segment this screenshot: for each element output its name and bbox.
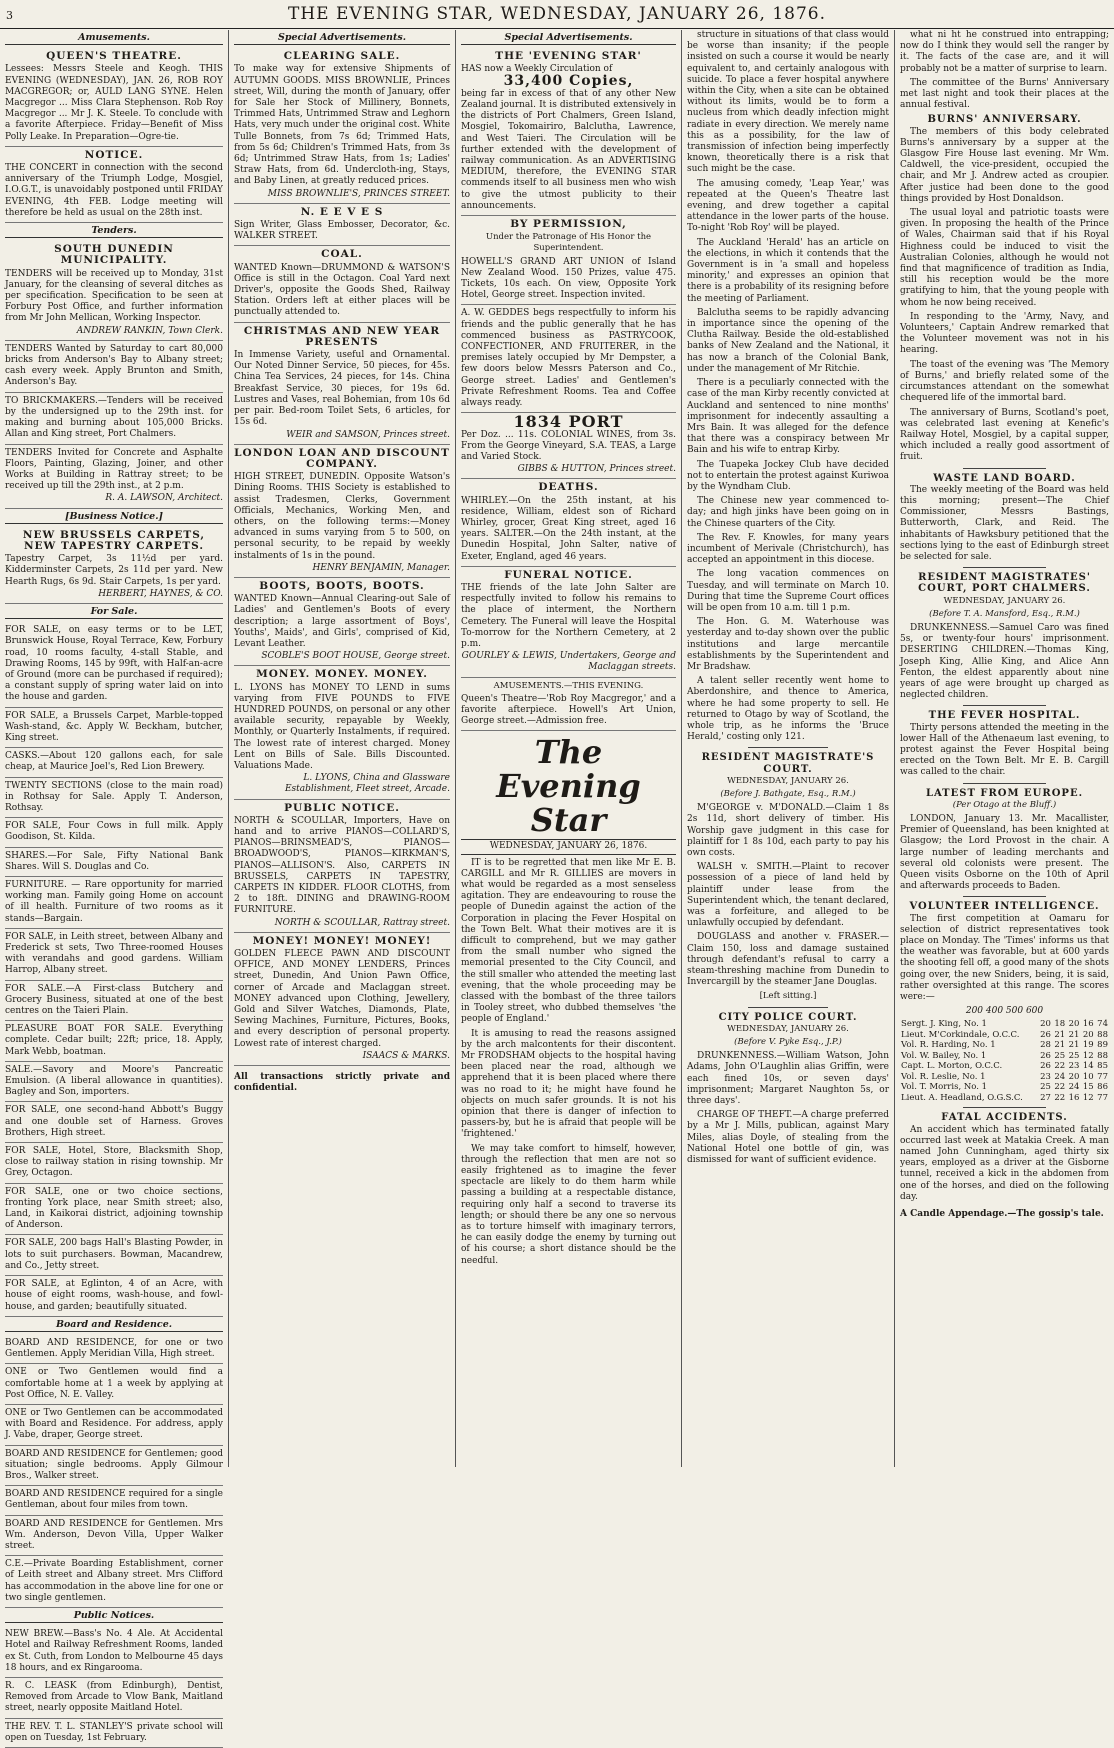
special-ad [234,578,450,666]
board-ad [5,1364,223,1405]
special-ads-list [234,48,450,1066]
page-number: 3 [6,9,13,22]
left-sitting: [Left sitting.] [759,991,817,1002]
column-footer: A Candle Appendage.—The gossip's tale. [900,1209,1104,1220]
leader-paragraph: We may take comfort to himself, however, through the reflection that men are not so easily frightened as to imagine the fever spectacle are likely to do them harm while passing a building at a respectable distance, requiring only half a second to traverse its length; or should there be any one so nervous as to torture himself with imaginary terrors, he can easily dodge the enemy by turning out of his course; a short distance should be the needful. [461,1143,676,1266]
score-row [900,1030,1109,1041]
ad-subheading: Under the Patronage of His Honor the Superintendent. [485,232,652,254]
score-row [900,1019,1109,1030]
burns-heading: BURNS' ANNIVERSARY. [927,114,1082,126]
ad-body: BOARD AND RESIDENCE, for one or two Gentlemen. Apply Meridian Villa, High street. [5,1337,223,1360]
ad-art-union [461,216,676,305]
ad-heading: LONDON LOAN AND DISCOUNT COMPANY. [234,446,450,470]
sale-ad [5,1184,223,1236]
section-board-residence: Board and Residence. [5,1319,223,1332]
score-cell-name: Capt. L. Morton, O.C.C. [901,1061,1003,1072]
column-4 [681,30,894,1467]
funeral-body: THE friends of the late John Salter are respectfully invited to follow his remains to the place of interment, the Northern Cemetery. The Funeral will leave the Hospital To-morrow for the Northern Cemetery, at 2 p.m. [461,582,676,649]
accidents-heading: FATAL ACCIDENTS. [941,1112,1068,1124]
score-row [900,1061,1109,1072]
ad-notice-concert [5,147,223,223]
divider [963,1107,1047,1108]
section-amusements: Amusements. [5,32,223,45]
score-cell-a: 26 [1040,1050,1051,1061]
score-row [900,1040,1109,1051]
ad-body: FOR SALE, one second-hand Abbott's Buggy and one double set of Harness. Groves Brothers, High street. [5,1105,223,1138]
score-cell-t: 89 [1097,1040,1108,1051]
score-cell-c: 20 [1068,1019,1080,1030]
score-cell-c: 24 [1068,1082,1080,1093]
special-ad [234,323,450,445]
ad-body: HOWELL'S GRAND ART UNION of Island New Zealand Wood. 150 Prizes, value 475. Tickets, 10s each. On view, Opposite York Hotel, George street. Inspection invited. [461,256,676,301]
columns [0,30,1114,1743]
sale-ad [5,1235,223,1276]
divider [748,747,829,748]
court-case: WALSH v. SMITH.—Plaint to recover possession of a piece of land held by plaintiff under lease from the Superintendent which, the tenant declared, was a forfeiture, and alleged to be unlawfully occupied by defendant. [687,862,889,929]
ad-heading: COAL. [321,248,363,261]
ad-heading: QUEEN'S THEATRE. [46,50,182,63]
police-heading: CITY POLICE COURT. [718,1011,858,1023]
ad-body: being far in excess of that of any other New Zealand journal. It is distributed extensively in the districts of Port Chalmers, Green Island, Mosgiel, Tokomairiro, Balclutha, Lawrence, and West Taieri. The Circulation will be further extended with the development of railway communication. As an ADVERTISING MEDIUM, therefore, the EVENING STAR commends itself to all business men who wish to give the utmost publicity to their announcements. [461,88,676,211]
amusements-heading: AMUSEMENTS.—THIS EVENING. [493,680,644,691]
column-3 [455,30,681,1467]
masthead-title: THE EVENING STAR, WEDNESDAY, JANUARY 26, 1876. [287,4,827,24]
ad-heading: CLEARING SALE. [283,50,401,63]
score-cell-d: 15 [1082,1082,1094,1093]
news-paragraph: The Chinese new year commenced to-day; and high jinks have been going on in the Chinese quarters of the City. [687,496,889,529]
special-ad [234,666,450,799]
burns-paragraph: The usual loyal and patriotic toasts were given. In proposing the health of the Prince of Wales, Chairman said that if his Royal Highness could be induced to visit the Australian Colonies, although he would not find that magnificence of tradition as India, still his reception would be the more gratifying to him, that the young people with whom he now being received. [900,208,1109,308]
special-ad [234,445,450,578]
sale-ad [5,748,223,777]
score-cell-t: 77 [1097,1092,1108,1103]
ad-body: L. LYONS has MONEY TO LEND in sums varying from FIVE POUNDS to FIVE HUNDRED POUNDS, on personal or any other available security, repayable by Weekly, Monthly, or Quarterly Instalments, if required. The lowest rate of interest charged. Money Lent on Bills of Sale. Bills Discounted. Valuations Made. [234,682,450,771]
divider [963,896,1047,897]
score-cell-t: 86 [1097,1082,1108,1093]
ad-signature: GIBBS & HUTTON, Princes street. [517,464,676,475]
court-bench: (Before J. Bathgate, Esq., R.M.) [720,789,856,799]
ad-body: FOR SALE.—A First-class Butchery and Grocery Business, situated at one of the best centres on the Taieri Plain. [5,983,223,1017]
special-ad [234,933,450,1066]
ad-body: FOR SALE, at Eglinton, 4 of an Acre, with house of eight rooms, wash-house, and fowl-house, and garden; beautifully situated. [5,1279,223,1312]
sale-ad [5,929,223,981]
ad-body: TENDERS Invited for Concrete and Asphalte Floors, Painting, Glazing, Joiner, and other Works at Building in Rattray street; to be received up till the 29th inst., at 2 p.m. [5,447,223,492]
score-cell-d: 12 [1082,1092,1094,1103]
volunteer-heading: VOLUNTEER INTELLIGENCE. [909,901,1100,913]
court-date: WEDNESDAY, JANUARY 26. [727,775,849,786]
public-notice [5,1719,223,1748]
score-cell-b: 22 [1054,1082,1066,1093]
public-notice [5,1678,223,1719]
board-ad [5,1486,223,1515]
divider [963,783,1047,784]
ad-body: WANTED Known—DRUMMOND & WATSON'S Office is still in the Octagon. Coal Yard next Driver's, opposite the Goods Shed, Railway Station. Orders left at either places will be punctually attended to. [234,262,450,318]
sale-ad [5,1102,223,1143]
port-chalmers-court-date: WEDNESDAY, JANUARY 26. [943,595,1066,606]
ad-heading: N. E E V E S [300,205,384,218]
news-paragraph: structure in situations of that class would be worse than insanity; if the people insisted on such a course it would be nearly equivalent to, and certainly analogous with suicide. To place a fever hospital anywhere within the City, when a site can be obtained without its limits, would be to form a nucleus from which deadly infection might radiate in every direction. We merely name this as a possibility, for the law of transmission of infection being imperfectly known, theoretically there is a risk that such might be the case. [687,30,889,175]
ad-tender [5,341,223,393]
sale-ad [5,981,223,1022]
score-cell-d: 14 [1082,1061,1094,1072]
score-cell-d: 19 [1082,1040,1094,1051]
news-paragraph: what ni ht he construed into entrapping; now do I think they would sell the ranger by it. The facts of the case are, and it will probably not be a matter of surprise to learn. [900,30,1109,74]
ad-body: FOR SALE, Four Cows in full milk. Apply Goodison, St. Kilda. [5,821,223,843]
ad-body: TO BRICKMAKERS.—Tenders will be received by the undersigned up to the 29th inst. for making and burning about 105,000 Bricks. Allan and King street, Port Chalmers. [5,395,223,440]
ad-heading: CHRISTMAS AND NEW YEAR PRESENTS [243,324,441,348]
ad-body: THE REV. T. L. STANLEY'S private school will open on Tuesday, 1st February. [5,1721,223,1743]
ad-body: A. W. GEDDES begs respectfully to inform his friends and the public generally that he has commenced business as PASTRYCOOK, CONFECTIONER, AND FRUITERER, in the premises lately occupied by Mr Dempster, a few doors below Messrs Paterson and Co., George street. Ladies' and Gentlemen's Private Refreshment Rooms. Tea and Coffee always ready. [461,308,676,409]
score-cell-d: 10 [1082,1071,1094,1082]
ad-heading: BOOTS, BOOTS, BOOTS. [259,579,425,592]
ad-body: TWENTY SECTIONS (close to the main road) in Rothsay for Sale. Apply T. Anderson, Rothsay. [5,780,223,813]
section-special-ads: Special Advertisements. [461,32,676,45]
funeral-signature: GOURLEY & LEWIS, Undertakers, George and Maclaggan streets. [461,651,676,673]
score-cell-name: Vol. R. Harding, No. 1 [901,1040,996,1051]
score-cell-b: 21 [1054,1029,1066,1040]
ad-queens-theatre [5,48,223,147]
score-cell-a: 23 [1040,1071,1051,1082]
dateline: WEDNESDAY, JANUARY 26, 1876. [461,839,676,854]
score-cell-t: 74 [1097,1019,1108,1030]
score-cell-a: 28 [1040,1040,1051,1051]
leader-paragraph: It is amusing to read the reasons assigned by the arch malcontents for their discontent. Mr FRODSHAM objects to the hospital having been placed near the road, although we apprehend that it is been placed where there was no road to it; he might have found he objects on much safer grounds. It is not his opinion that there is danger of infection to passers-by, but he is afraid that people will be 'frightened.' [461,1028,676,1140]
score-cell-name: Vol. W. Bailey, No. 1 [901,1050,987,1061]
sale-ad [5,848,223,877]
special-ad [234,246,450,322]
section-special-ads: Special Advertisements. [234,32,450,45]
ad-lead: HAS now a Weekly Circulation of [461,64,613,75]
ad-signature: ANDREW RANKIN, Town Clerk. [76,325,223,336]
news-paragraph: Balclutha seems to be rapidly advancing in importance since the opening of the Clutha Railway. Beside the old-established banks of New Zealand and the National, it has now a branch of the Colonial Bank, under the management of Mr Ritchie. [687,307,889,374]
ad-body: To make way for extensive Shipments of AUTUMN GOODS. MISS BROWNLIE, Princes street, Will, during the month of January, offer for Sale her Stock of Millinery, Bonnets, Trimmed Hats, Untrimmed Straw and Leghorn Hats, very much under the original cost. White Tulle Bonnets, from 7s 6d; Trimmed Hats, from 5s 6d; Children's Trimmed Hats, from 3s 6d; Untrimmed Straw Hats, from 1s; Ladies' Straw Hats, from 6d. Undercloth-ing, Stays, and Baby Linen, at greatly reduced prices. [234,64,450,187]
funeral-heading: FUNERAL NOTICE. [504,568,633,581]
court-case: M'GEORGE v. M'DONALD.—Claim 1 8s 2s 11d, short delivery of timber. His Worship gave judgment in this case for plaintiff for 1 8s 10d, each party to pay his own costs. [687,803,889,859]
deaths-body: WHIRLEY.—On the 25th instant, at his residence, William, eldest son of Richard Whirley, grocer, Great King street, aged 16 years. SALTER.—On the 24th instant, at the Dunedin Hospital, John Salter, native of Exeter, England, aged 46 years. [461,495,676,562]
ad-body: C.E.—Private Boarding Establishment, corner of Leith street and Albany street. Mrs Clifford has accommodation in the above line for one or two single gentlemen. [5,1559,223,1603]
sale-ad [5,1062,223,1103]
public-notice [5,1626,223,1678]
sale-ad [5,1276,223,1317]
ad-heading: PUBLIC NOTICE. [284,801,400,814]
accidents-body: An accident which has terminated fatally occurred last week at Matakia Creek. A man named John Cunningham, aged thirty six years, employed as a driver at the Gisborne tunnel, received a kick in the abdomen from one of the horses, and died on the following day. [900,1124,1109,1202]
score-cell-t: 88 [1097,1029,1108,1040]
special-ad [234,204,450,247]
news-paragraph: The Auckland 'Herald' has an article on the elections, in which it contends that the Government is in 'a small and hopeless minority,' and expresses an opinion that there is a probability of its resigning before the meeting of Parliament. [687,237,889,304]
ad-body: Per Doz. ... 11s. COLONIAL WINES, from 3s. From the George Vineyard, S.A. TEAS, a Large and Varied Stock. [461,429,676,462]
sale-ad [5,778,223,819]
section-tenders: Tenders. [5,225,223,238]
ad-signature: WEIR and SAMSON, Princes street. [286,429,450,440]
special-ad [234,48,450,204]
burns-article [900,127,1109,464]
ad-body: NORTH & SCOULLAR, Importers, Have on hand and to arrive PIANOS—COLLARD'S, PIANOS—BRINSMEAD'S, PIANOS—BROADWOOD'S, PIANOS—KIRKMAN'S, PIANOS—ALLISON'S. Also, CARPETS IN BRUSSELS, CARPETS IN TAPESTRY, CARPETS IN KIDDER. FLOOR CLOTHS, from 2 to 18ft. DINING and DRAWING-ROOM FURNITURE. [234,815,450,916]
ad-body: TENDERS Wanted by Saturday to cart 80,000 bricks from Anderson's Bay to Albany street; cash every week. Apply Brunton and Smith, Anderson's Bay. [5,343,223,388]
scores-ranges: 200 400 500 600 [965,1006,1044,1017]
ad-body: FOR SALE, a Brussels Carpet, Marble-topped Wash-stand, &c. Apply W. Beckham, butcher, King street. [5,710,223,743]
news-paragraph: The amusing comedy, 'Leap Year,' was repeated at the Queen's Theatre last evening, and drew together a capital attendance in the lower parts of the house. To-night 'Rob Roy' will be played. [687,178,889,234]
score-cell-b: 21 [1054,1040,1066,1051]
waste-land-heading: WASTE LAND BOARD. [933,472,1076,484]
score-cell-d: 20 [1082,1029,1094,1040]
score-cell-c: 21 [1068,1029,1080,1040]
ad-heading: THE 'EVENING STAR' [495,50,642,63]
score-cell-name: Sergt. J. King, No. 1 [901,1019,987,1030]
score-cell-c: 21 [1068,1040,1080,1051]
ad-heading: MONEY. MONEY. MONEY. [256,668,428,681]
ad-heading: 1834 PORT [513,412,624,432]
burns-paragraph: In responding to the 'Army, Navy, and Volunteers,' Captain Andrew remarked that the Volunteer movement was not in his hearing. [900,311,1109,356]
score-cell-a: 20 [1040,1019,1051,1030]
funeral-notice [461,567,676,678]
ad-body: FOR SALE, one or two choice sections, fronting York place, near Smith street; also, Land, in Kaikorai district, adjoining township of Anderson. [5,1186,223,1231]
score-row [900,1082,1109,1093]
column-1 [0,30,228,1743]
score-cell-t: 85 [1097,1061,1108,1072]
ad-body: Sign Writer, Glass Embosser, Decorator, &c. WALKER STREET. [234,220,450,242]
ad-body: Tapestry Carpet, 3s 11½d per yard. Kidderminster Carpets, 2s 11d per yard. New Hearth Rugs, 6s 9d. Stair Carpets, 1s per yard. [5,554,223,587]
score-cell-b: 25 [1054,1050,1066,1061]
ad-body: In Immense Variety, useful and Ornamental. Our Noted Dinner Service, 50 pieces, for 45s. China Tea Services, 24 pieces, for 14s. China Breakfast Service, 30 pieces, for 19s 6d. Lustres and Vases, real Bohemian, from 10s 6d per pair. Bed-room Toilet Sets, 6 articles, for 15s 6d. [234,350,450,428]
burns-paragraph: The anniversary of Burns, Scotland's poet, was celebrated last evening at Kenefic's Railway Hotel, Mosgiel, by a capital supper, which included a really good assortment of fruit. [900,407,1109,463]
ad-footer-note: All transactions strictly private and confidential. [234,1072,450,1094]
ad-heading: MONEY! MONEY! MONEY! [252,934,432,947]
ad-evening-star-circulation [461,48,676,216]
divider [963,468,1047,469]
ad-body: SALE.—Savory and Moore's Pancreatic Emulsion. (A liberal allowance in quantities). Bagley and Son, importers. [5,1064,223,1098]
fever-hospital-heading: THE FEVER HOSPITAL. [928,710,1081,722]
sale-ad [5,622,223,707]
ad-signature: R. A. LAWSON, Architect. [105,493,223,504]
news-paragraph: There is a peculiarly connected with the case of the man Kirby recently convicted at Auckland and sentenced to nine months' imprisonment for indecently assaulting a Mrs Bain. It was alleged for the defence that there was a conspiracy between Mr Bain and his wife to entrap Kirby. [687,378,889,456]
divider [963,567,1047,568]
police-cases [687,1051,889,1166]
score-cell-a: 26 [1040,1029,1051,1040]
divider [963,705,1047,706]
score-cell-b: 18 [1054,1019,1066,1030]
score-cell-name: Vol. T. Morris, No. 1 [901,1082,988,1093]
leader-article [461,858,676,1267]
amusements-body: Queen's Theatre—'Rob Roy Macgregor,' and a favorite afterpiece. Howell's Art Union, George street.—Admission free. [461,693,676,727]
score-cell-name: Lieut. M'Corkindale, O.C.C. [901,1029,1020,1040]
ad-tender [5,445,223,509]
ad-body: TENDERS will be received up to Monday, 31st January, for the cleansing of several ditches as per specification. Specification to be seen at Forbury Post Office, and further information from Mr John Mellican, Working Inspector. [5,268,223,324]
news-paragraphs [900,30,1109,111]
port-chalmers-court-bench: (Before T. A. Mansford, Esq., R.M.) [929,608,1080,619]
sale-ad [5,708,223,749]
ad-body: BOARD AND RESIDENCE for Gentlemen; good situation; single bedrooms. Apply Gilmour Bros., Walker street. [5,1448,223,1481]
column-2 [228,30,455,1467]
ad-tender [5,393,223,445]
board-ad [5,1556,223,1608]
ad-body: THE CONCERT in connection with the second anniversary of the Triumph Lodge, Mosgiel, I.O.G.T., is unavoidably postponed until FRIDAY EVENING, 4th FEB. Lodge meeting will therefore be held as usual on the 28th inst. [5,163,223,218]
ad-body: ONE or Two Gentlemen would find a comfortable home at 1 a week by applying at Post Office, N. E. Valley. [5,1367,223,1400]
nameplate: The Evening Star [496,733,641,840]
sale-ad [5,1021,223,1062]
score-cell-c: 16 [1068,1092,1080,1103]
volunteer-body: The first competition at Oamaru for selection of district representatives took place on Monday. The 'Times' informs us that the weather was favorable, but at 600 yards the shooting fell off, a good many of the shots going over, the new Sniders, being, it is said, rather oversighted at this range. The scores were:— [900,913,1109,1003]
ad-heading: NEW BRUSSELS CARPETS, NEW TAPESTRY CARPETS. [22,528,206,552]
ad-signature: HENRY BENJAMIN, Manager. [312,562,450,573]
board-ad [5,1516,223,1557]
score-cell-c: 25 [1068,1050,1080,1061]
news-paragraph: A talent seller recently went home to Aberdonshire, and thence to America, where he had some property to sell. He returned to Otago by way of Scotland, the whole trip, as he informs the 'Bruce Herald,' costing only 121. [687,676,889,743]
ad-body: FOR SALE, on easy terms or to be LET, Brunswick House, Royal Terrace, Kew, Forbury road, 10 rooms faculty, 4-stall Stable, and Drawing Rooms, 145 by 99ft, with Half-an-acre of Ground (more can be purchased if required); a constant supply of spring water laid on into the house and garden. [5,625,223,703]
police-date: WEDNESDAY, JANUARY 26. [727,1023,849,1034]
score-cell-a: 27 [1040,1092,1051,1103]
court-heading: RESIDENT MAGISTRATE'S COURT. [701,752,875,775]
score-cell-b: 22 [1054,1061,1066,1072]
ad-body: FOR SALE, Hotel, Store, Blacksmith Shop, close to railway station in rising township. Mr Grey, Octagon. [5,1146,223,1179]
ad-body: FURNITURE. — Rare opportunity for married working man. Family going Home on account of ill health. Furniture of two rooms as it stands—Bargain. [5,880,223,924]
board-list [5,1335,223,1608]
port-chalmers-court-heading: RESIDENT MAGISTRATES' COURT, PORT CHALMERS. [918,572,1091,595]
police-bench: (Before V. Pyke Esq., J.P.) [734,1037,842,1048]
sale-ad [5,1143,223,1184]
board-ad [5,1335,223,1364]
ad-signature: L. LYONS, China and Glassware Establishment, Fleet street, Arcade. [284,773,450,795]
ad-body: BOARD AND RESIDENCE required for a single Gentleman, about four miles from town. [5,1489,223,1511]
court-cases [687,803,889,988]
score-cell-name: Lieut. A. Headland, O.G.S.C. [901,1092,1023,1103]
ad-body: CASKS.—About 120 gallons each, for sale cheap, at Maurice Joel's, Red Lion Brewery. [5,751,223,773]
sale-ad [5,818,223,847]
ad-heading: NOTICE. [84,148,144,161]
ad-carpets [5,527,223,604]
ad-body: R. C. LEASK (from Edinburgh), Dentist, Removed from Arcade to Vlow Bank, Maitland street, nearly opposite Maitland Hotel. [5,1680,223,1714]
score-row [900,1093,1109,1104]
score-cell-c: 20 [1068,1071,1080,1082]
deaths-heading: DEATHS. [538,481,599,494]
score-cell-d: 12 [1082,1050,1094,1061]
masthead [0,0,1114,29]
ad-wine [461,413,676,479]
score-cell-a: 26 [1040,1061,1051,1072]
ad-signature: SCOBLE'S BOOT HOUSE, George street. [261,651,450,662]
score-row [900,1072,1109,1083]
news-paragraph: The committee of the Burns' Anniversary met last night and took their places at the annual festival. [900,77,1109,111]
ad-body: PLEASURE BOAT FOR SALE. Everything complete. Cedar built; 22ft; price, 18. Apply, Mark Webb, boatman. [5,1024,223,1057]
ad-signature: HERBERT, HAYNES, & CO. [98,588,223,599]
burns-paragraph: The toast of the evening was 'The Memory of Burns,' and briefly related some of the circumstances attendant on the somewhat chequered life of the immortal bard. [900,359,1109,404]
europe-subheading: (Per Otago at the Bluff.) [952,799,1057,810]
news-paragraph: The Hon. G. M. Waterhouse was yesterday and to-day shown over the public institutions and large mercantile establishments by the Superintendent and Mr Bradshaw. [687,617,889,672]
deaths-notice [461,479,676,566]
score-cell-t: 88 [1097,1050,1108,1061]
sales-list [5,622,223,1317]
score-cell-name: Vol. R. Leslie, No. 1 [901,1071,986,1082]
ad-signature: NORTH & SCOULLAR, Rattray street. [274,917,450,928]
ad-body: SHARES.—For Sale, Fifty National Bank Shares. Will S. Douglas and Co. [5,850,223,872]
ad-geddes [461,305,676,413]
europe-body: LONDON, January 13. Mr. Macallister, Premier of Queensland, has been knighted at Glasgow; the Lord Provost in the chair. A large number of leading merchants and several old colonists were present. The Queen visits Osborne on the 10th of April and afterwards proceeds to Baden. [900,814,1109,892]
score-cell-a: 25 [1040,1082,1051,1093]
ad-body: FOR SALE, in Leith street, between Albany and Frederick st sets, Two Three-roomed Houses with verandahs and good gardens. William Harrop, Albany street. [5,931,223,976]
ad-body: BOARD AND RESIDENCE for Gentlemen. Mrs Wm. Anderson, Devon Villa, Upper Walker street. [5,1518,223,1551]
board-ad [5,1446,223,1487]
amusements-tonight [461,678,676,732]
special-ad [234,800,450,933]
divider [748,1007,829,1008]
ad-body: ONE or Two Gentlemen can be accommodated with Board and Residence. For address, apply J. Vabe, draper, George street. [5,1407,223,1441]
board-ad [5,1405,223,1446]
notices-list [5,1626,223,1748]
ad-body: GOLDEN FLEECE PAWN AND DISCOUNT OFFICE, AND MONEY LENDERS, Princes street, Dunedin, And Union Pawn Office, corner of Arcade and Maclaggan street. MONEY advanced upon Clothing, Jewellery, Gold and Silver Watches, Diamonds, Plate, Sewing Machines, Furniture, Pictures, Books, and every description of personal property. Lowest rate of interest charged. [234,949,450,1049]
ad-body: HIGH STREET, DUNEDIN. Opposite Watson's Dining Rooms. THIS Society is established to assist Tradesmen, Clerks, Government Officials, Mechanics, Working Men, and others, on the following terms:—Money advanced in sums varying from 5 to 500, on personal security, to be repaid by weekly instalments of 1s in the pound. [234,472,450,561]
fever-hospital-body: Thirty persons attended the meeting in the lower Hall of the Athenaeum last evening, to protest against the Fever Hospital being erected on the Town Belt. Mr E. B. Cargill was called to the chair. [900,722,1109,778]
ad-body: NEW BREW.—Bass's No. 4 Ale. At Accidental Hotel and Railway Refreshment Rooms, landed ex St. Cuth, from London to Melbourne 45 days 18 hours, and ex Ringarooma. [5,1629,223,1673]
score-cell-b: 24 [1054,1071,1066,1082]
score-cell-d: 16 [1082,1019,1094,1030]
section-business-notice: [Business Notice.] [5,511,223,524]
ad-body: FOR SALE, 200 bags Hall's Blasting Powder, in lots to suit purchasers. Bowman, Macandrew, and Co., Jetty street. [5,1238,223,1271]
news-paragraph: The Rev. F. Knowles, for many years incumbent of Merivale (Christchurch), has accepted an appointment in this diocese. [687,532,889,566]
ad-heading: BY PERMISSION, [510,218,627,231]
leader-paragraph: IT is to be regretted that men like Mr E. B. CARGILL and Mr R. GILLIES are movers in what would be regarded as a most senseless agitation. They are endeavouring to rouse the people of Dunedin against the action of the Corporation in placing the Fever Hospital on the Town Belt. What their motives are it is difficult to comprehend, but we may gather from the small number who signed the memorial presented to the City Council, and the still smaller who attended the meeting last evening, that the whole proceeding may be classed with the bombast of the three tailors in Tooley street, who dubbed themselves 'the people of England.' [461,857,676,1025]
police-case: CHARGE OF THEFT.—A charge preferred by a Mr J. Mills, publican, against Mary Miles, alias Doyle, of stealing from the National Hotel one bottle of gin, was dismissed for want of sufficient evidence. [687,1110,889,1166]
score-row [900,1051,1109,1062]
score-cell-b: 22 [1054,1092,1066,1103]
column-5 [894,30,1114,1467]
ad-body: WANTED Known—Annual Clearing-out Sale of Ladies' and Gentlemen's Boots of every description; a large assortment of Boys', Youths', Maids', and Girls', comprised of Kid, Levant Leather. [234,594,450,649]
news-paragraphs [687,30,889,743]
waste-land-body: The weekly meeting of the Board was held this morning; present—The Chief Commissioner, Messrs Bastings, Butterworth, Clark, and Reid. The inhabitants of Hawksbury petitioned that the sections lying to the east of Edinburgh street be selected for sale. [900,484,1109,562]
burns-paragraph: The members of this body celebrated Burns's anniversary by a supper at the Glasgow Fire House last evening. Mr Wm. Caldwell, the vice-president, occupied the chair, and Mr J. Andrew acted as croupier. After justice had been done to the good things provided by Host Donaldson. [900,126,1109,204]
ad-heading: SOUTH DUNEDIN MUNICIPALITY. [54,243,174,267]
court-case: DOUGLASS and another v. FRASER.—Claim 150, loss and damage sustained through defendant's refusal to carry a steam-threshing machine from Dunedin to Invercargill by the steamer Jane Douglas. [687,932,889,988]
police-case: DRUNKENNESS.—William Watson, John Adams, John O'Laughlin alias Griffin, were each fined 10s, or seven days' imprisonment; Margaret Naughton 5s, or three days'. [687,1051,889,1107]
section-public-notices: Public Notices. [5,1610,223,1623]
sale-ad [5,877,223,929]
port-chalmers-court-body: DRUNKENNESS.—Samuel Caro was fined 5s, or twenty-four hours' imprisonment. DESERTING CHILDREN.—Thomas King, Joseph King, Allie King, and Alice Ann Fenton, the eldest apparently about nine years of age were brought up charged as neglected children. [900,622,1109,701]
ad-signature: ISAACS & MARKS. [362,1050,450,1061]
score-cell-c: 23 [1068,1061,1080,1072]
section-for-sale: For Sale. [5,606,223,619]
scores-table [900,1019,1109,1103]
score-cell-t: 77 [1097,1071,1108,1082]
europe-heading: LATEST FROM EUROPE. [925,787,1084,799]
news-paragraph: The long vacation commences on Tuesday, and will terminate on March 10. During that time the Supreme Court offices will be open from 10 a.m. till 1 p.m. [687,569,889,613]
news-paragraph: The Tuapeka Jockey Club have decided not to entertain the protest against Kuriwoa by the Wyndham Club. [687,459,889,492]
circulation-figure: 33,400 Copies, [503,72,634,89]
ad-signature: MISS BROWNLIE'S, PRINCES STREET. [267,188,450,199]
ad-tender [5,241,223,341]
ad-body: Lessees: Messrs Steele and Keogh. THIS EVENING (WEDNESDAY), JAN. 26, ROB ROY MACGREGOR; or, AULD LANG SYNE. Helen Macgregor ... Miss Clara Stephenson. Rob Roy Macgregor ... Mr J. K. Steele. To conclude with a favorite Afterpiece. Friday—Benefit of Miss Polly Leake. In Preparation—Ogre-tie. [5,64,223,142]
